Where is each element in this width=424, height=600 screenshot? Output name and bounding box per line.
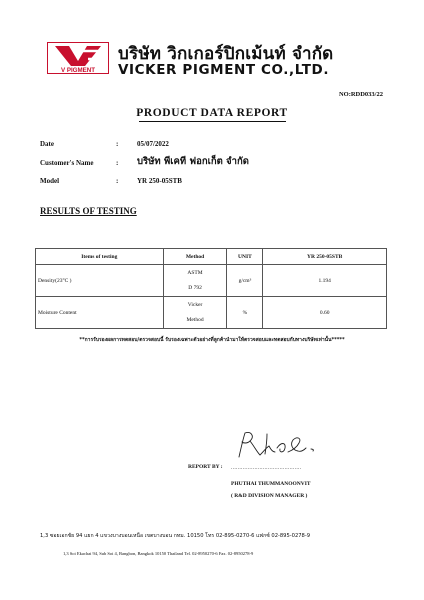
header-items-of-testing: Items of testing	[36, 249, 164, 265]
customer-label: Customer's Name	[40, 159, 94, 167]
report-by-label: REPORT BY :	[188, 464, 223, 470]
title-underline	[139, 121, 286, 122]
model-label: Model	[40, 177, 60, 185]
cell-value: 0.60	[263, 297, 387, 329]
table-row	[36, 265, 387, 297]
signer-division: ( R&D DIVISION MANAGER )	[231, 493, 308, 499]
date-separator: :	[116, 140, 119, 148]
signature-dotted-line: ..........................................	[231, 465, 302, 471]
model-separator: :	[116, 177, 119, 185]
cell-unit: %	[227, 297, 263, 329]
header-method: Method	[163, 249, 227, 265]
certification-note: **การรับรองผลการทดสอบ/ตรวจสอบนี้ รับรองเฉพาะตัวอย่างที่ลูกค้านำมาให้ตรวจสอบและทดสอบกับทางบริษัทเท่านั้น*****	[79, 337, 345, 343]
header-unit: UNIT	[227, 249, 263, 265]
signer-name: PHUTHAI THUMMANOONVIT	[231, 481, 311, 487]
company-name-english: VICKER PIGMENT CO.,LTD.	[118, 62, 330, 78]
logo-text: V PIGMENT	[60, 67, 96, 74]
date-value: 05/07/2022	[137, 140, 169, 148]
method-line-1: ASTM	[187, 269, 203, 276]
results-table	[35, 248, 387, 329]
report-title: PRODUCT DATA REPORT	[136, 107, 288, 119]
model-value: YR 250-05STB	[137, 177, 182, 185]
company-name-thai: บริษัท วิกเกอร์ปิกเม้นท์ จำกัด	[118, 44, 334, 64]
method-line-2: Method	[186, 316, 204, 323]
footer-address-thai: 1,3 ซอยเอกชัย 94 แยก 4 แขวงบางบอนเหนือ เขตบางบอน กทม. 10150 โทร 02-895-0270-6 แฟกซ์ 02-895-0278-9	[40, 533, 311, 539]
customer-value: บริษัท พีเคที ฟอกเก็ต จำกัด	[137, 156, 249, 167]
document-number: NO:RDD033/22	[338, 91, 383, 98]
header-model: YR 250-05STB	[263, 249, 387, 265]
cell-value: 1.194	[263, 265, 387, 297]
cell-item: Density(23°C )	[36, 265, 164, 297]
table-row	[36, 297, 387, 329]
company-logo	[47, 42, 109, 74]
cell-method	[163, 265, 227, 297]
method-line-1: Vicker	[187, 301, 203, 308]
date-label: Date	[40, 140, 54, 148]
cell-item: Moisture Content	[36, 297, 164, 329]
table-header-row	[36, 249, 387, 265]
method-line-2: D 792	[188, 284, 202, 291]
signature-image	[233, 430, 325, 460]
footer-address-english: 1,3 Soi Ekachai 94, Sub Soi 4, Bangbon, Bangkok 10150 Thailand Tel. 02-8950270-6 Fax. 02-8950278-9	[63, 551, 254, 556]
customer-separator: :	[116, 159, 119, 167]
cell-method	[163, 297, 227, 329]
results-heading: RESULTS OF TESTING	[40, 206, 137, 216]
cell-unit: g/cm³	[227, 265, 263, 297]
